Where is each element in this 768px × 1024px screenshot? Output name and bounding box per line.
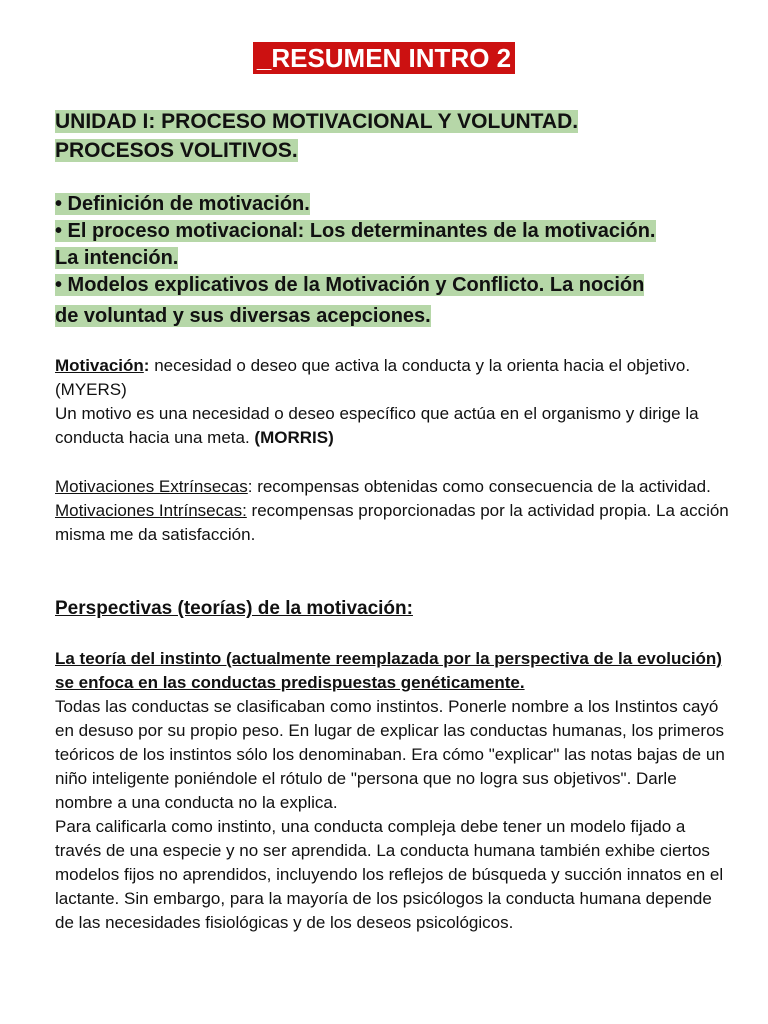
intrinsecas-def: recompensas proporcionadas por la actividad propia. La acción misma me da satisfacción. — [55, 501, 729, 544]
unit-heading — [55, 107, 735, 165]
motivaciones-types — [55, 475, 735, 547]
motivacion-colon: : — [143, 356, 150, 375]
intrinsecas-term: Motivaciones Intrínsecas: — [55, 501, 247, 520]
unit-heading-line2: PROCESOS VOLITIVOS. — [55, 139, 298, 162]
intrinsecas-paragraph — [55, 499, 735, 547]
motivo-source: (MORRIS) — [254, 428, 334, 447]
topics-list — [55, 191, 745, 333]
topic-item-3-line2: de voluntad y sus diversas acepciones. — [55, 305, 431, 327]
document-title: _RESUMEN INTRO 2 — [253, 42, 515, 74]
instinto-section — [55, 647, 735, 935]
motivacion-paragraph — [55, 354, 735, 402]
title-wrap — [0, 42, 768, 74]
motivacion-definition — [55, 354, 735, 450]
motivo-text: Un motivo es una necesidad o deseo específico que actúa en el organismo y dirige la conducta hacia una meta. — [55, 404, 699, 447]
topic-item-2-line2: La intención. — [55, 247, 179, 269]
topic-item-2-line1: • El proceso motivacional: Los determinantes de la motivación. — [55, 220, 656, 242]
instinto-paragraph-2: Para calificarla como instinto, una conducta compleja debe tener un modelo fijado a través de una especie y no ser aprendida. La conducta humana también exhibe ciertos modelos fijos no aprendidos, incluyendo los reflejos de búsqueda y succión innatos en el lactante. Sin embargo, para la mayoría de los psicólogos la conducta humana depende de las necesidades fisiológicas y de los deseos psicológicos. — [55, 817, 724, 932]
perspectivas-heading: Perspectivas (teorías) de la motivación: — [55, 598, 413, 619]
extrinsecas-term: Motivaciones Extrínsecas — [55, 477, 248, 496]
motivacion-term: Motivación — [55, 356, 144, 375]
topic-item-1: • Definición de motivación. — [55, 193, 310, 215]
topic-item-3-line1: • Modelos explicativos de la Motivación y Conflicto. La noción — [55, 274, 645, 296]
extrinsecas-paragraph — [55, 475, 735, 499]
instinto-heading: La teoría del instinto (actualmente reemplazada por la perspectiva de la evolución) se enfoca en las conductas predispuestas genéticamente. — [55, 649, 722, 692]
unit-heading-line1: UNIDAD I: PROCESO MOTIVACIONAL Y VOLUNTAD. — [55, 110, 579, 133]
motivo-paragraph — [55, 402, 735, 450]
motivacion-def: necesidad o deseo que activa la conducta y la orienta hacia el objetivo. (MYERS) — [55, 356, 691, 399]
extrinsecas-def: : recompensas obtenidas como consecuencia de la actividad. — [247, 477, 711, 496]
instinto-paragraph-1: Todas las conductas se clasificaban como instintos. Ponerle nombre a los Instintos cayó en desuso por su propio peso. En lugar de explicar las conductas humanas, los primeros teóricos de los instintos sólo los denominaban. Era cómo "explicar" las notas bajas de un niño inteligente poniéndole el rótulo de "persona que no logra sus objetivos". Darle nombre a una conducta no la explica. — [55, 697, 725, 812]
